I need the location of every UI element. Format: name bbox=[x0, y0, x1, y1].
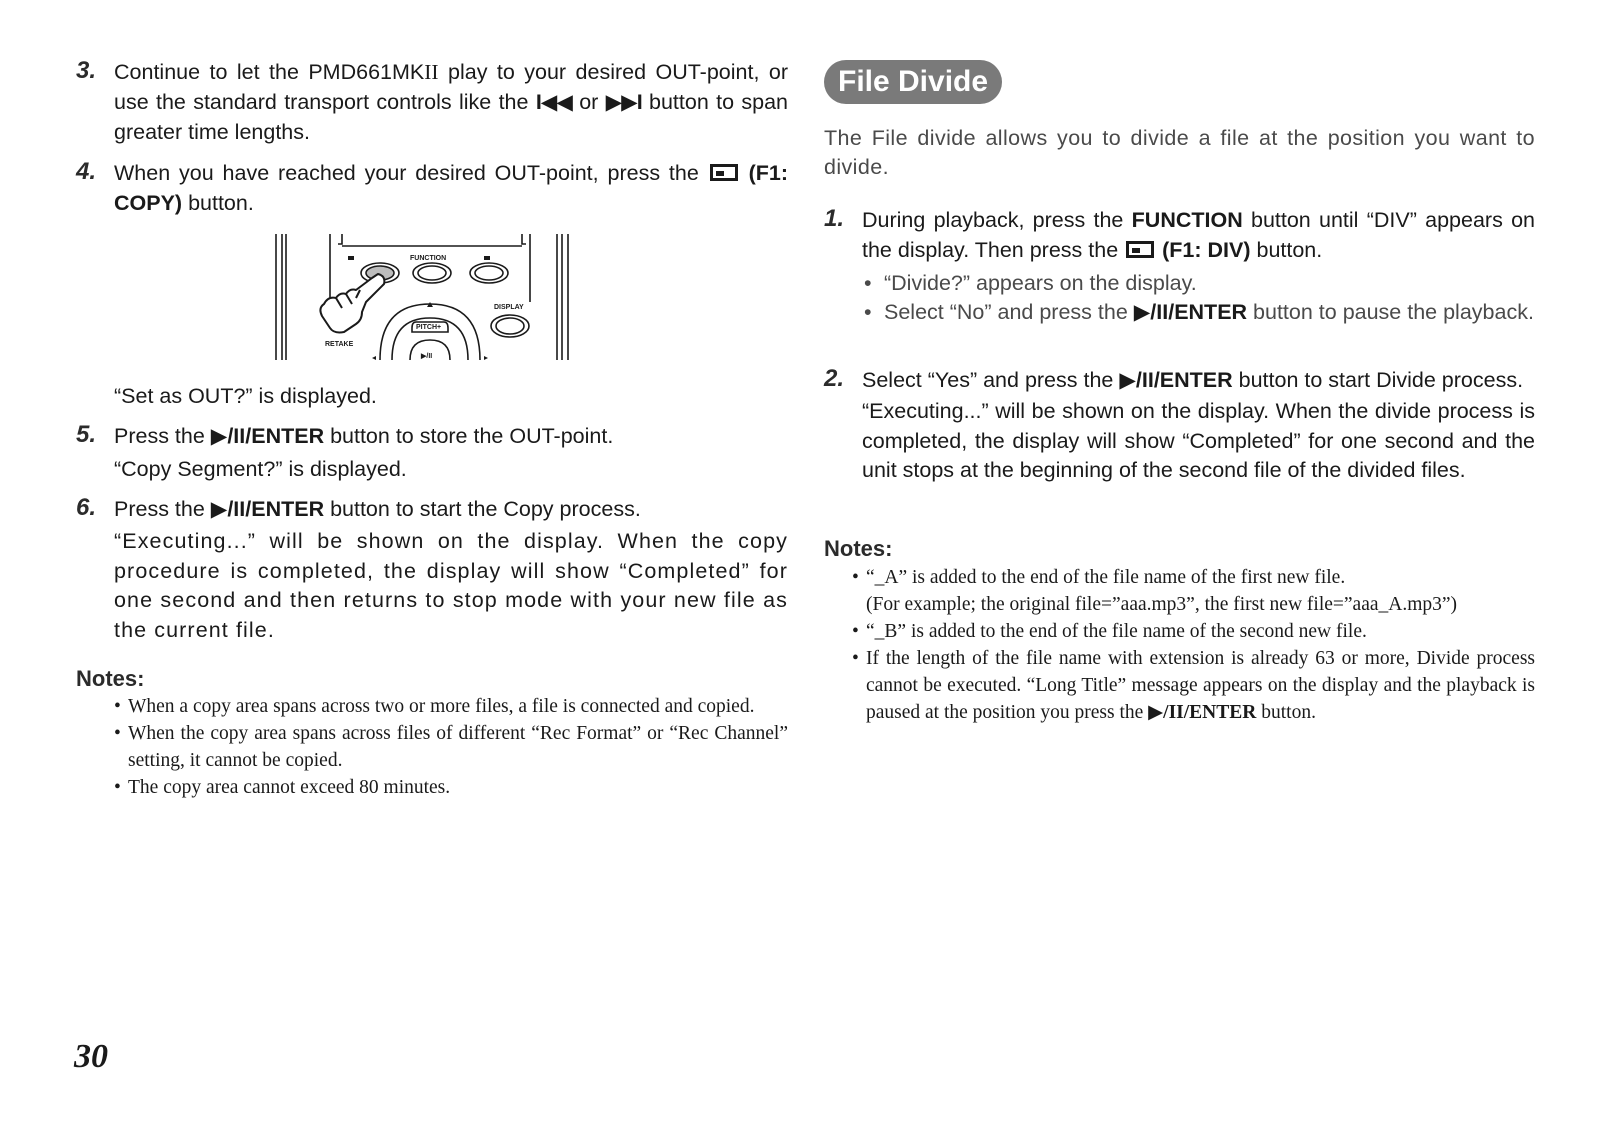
note-item: • When the copy area spans across files of different “Rec Format” or “Rec Channel” setting, it cannot be copied. bbox=[114, 720, 788, 774]
skip-back-icon: I◀◀ bbox=[535, 90, 572, 114]
step-number: 2. bbox=[824, 365, 845, 392]
step-3 bbox=[76, 57, 788, 147]
function-label: FUNCTION bbox=[410, 255, 447, 262]
display-label: DISPLAY bbox=[494, 304, 524, 311]
notes-list bbox=[114, 693, 788, 801]
step-6: 6. Press the ▶/II/ENTER button to start the Copy process. “Executing...” will be shown on the display. When the copy procedure is completed, the display will show “Completed” for one second and then returns to stop mode with your new file as the current file. bbox=[76, 494, 788, 642]
divide-step-1-text: During playback, press the FUNCTION button until “DIV” appears on the display. Then press the (F1: DIV) button. bbox=[862, 208, 1535, 262]
note-item: • If the length of the file name with extension is already 63 or more, Divide process cannot be executed. “Long Title” message appears on the display and the playback is paused at the position you press the ▶/II/ENTER button. bbox=[852, 645, 1535, 726]
device-button-illustration bbox=[272, 232, 652, 362]
f1-soft-key-icon bbox=[1126, 241, 1154, 258]
pitch-label: PITCH+ bbox=[416, 324, 442, 331]
step-4-text: When you have reached your desired OUT-point, press the (F1: COPY) button. bbox=[114, 161, 788, 215]
notes-list bbox=[852, 564, 1535, 726]
function-key: FUNCTION bbox=[1131, 208, 1243, 232]
bullet-item: • Select “No” and press the ▶/II/ENTER button to pause the playback. bbox=[862, 298, 1535, 327]
step-5-text: Press the ▶/II/ENTER button to store the OUT-point. bbox=[114, 424, 614, 448]
section-heading: File Divide bbox=[824, 60, 1002, 104]
note-item: • When a copy area spans across two or more files, a file is connected and copied. bbox=[114, 693, 788, 720]
divide-step-1-bullets bbox=[862, 269, 1535, 327]
step-4 bbox=[76, 158, 788, 218]
note-item: • “_A” is added to the end of the file name of the first new file. (For example; the original file=”aaa.mp3”, the first new file=”aaa_A.mp3”) bbox=[852, 564, 1535, 618]
note-item: • “_B” is added to the end of the file name of the second new file. bbox=[852, 618, 1535, 645]
play-pause-enter-key: ▶/II/ENTER bbox=[1148, 702, 1257, 723]
retake-label: RETAKE bbox=[325, 341, 354, 348]
bullet-item: • “Divide?” appears on the display. bbox=[862, 269, 1535, 298]
divide-step-1 bbox=[824, 205, 1535, 327]
set-as-out-text: “Set as OUT?” is displayed. bbox=[114, 384, 377, 408]
section-intro: The File divide allows you to divide a file at the position you want to divide. bbox=[824, 126, 1535, 179]
notes-title: Notes: bbox=[824, 536, 893, 561]
step-5: 5. Press the ▶/II/ENTER button to store the OUT-point. “Copy Segment?” is displayed. bbox=[76, 421, 788, 484]
divide-step-2-text: Select “Yes” and press the ▶/II/ENTER button to start Divide process. bbox=[862, 368, 1524, 392]
play-pause-label: ▶/II bbox=[421, 353, 433, 360]
step-number: 5. bbox=[76, 421, 97, 448]
step-3-text: Continue to let the PMD661MKII play to your desired OUT-point, or use the standard transport controls like the I◀◀ or ▶▶I button to span greater time lengths. bbox=[114, 60, 789, 144]
step-number: 4. bbox=[76, 158, 97, 185]
note-item: • The copy area cannot exceed 80 minutes. bbox=[114, 774, 788, 801]
play-pause-enter-key: ▶/II/ENTER bbox=[1133, 300, 1248, 324]
play-pause-enter-key: ▶/II/ENTER bbox=[210, 497, 325, 521]
step-number: 1. bbox=[824, 205, 845, 232]
notes-title: Notes: bbox=[76, 666, 145, 691]
skip-forward-icon: ▶▶I bbox=[605, 90, 642, 114]
play-pause-enter-key: ▶/II/ENTER bbox=[210, 424, 325, 448]
step-6-text: Press the ▶/II/ENTER button to start the Copy process. bbox=[114, 497, 641, 521]
step-number: 6. bbox=[76, 494, 97, 521]
divide-step-2: 2. Select “Yes” and press the ▶/II/ENTER button to start Divide process. “Executing...” will be shown on the display. When the divide process is completed, the display will show “Completed” for one second and the unit stops at the beginning of the second file of the divided files. bbox=[824, 365, 1535, 482]
step-number: 3. bbox=[76, 57, 97, 84]
page-number: 30 bbox=[74, 1038, 108, 1075]
play-pause-enter-key: ▶/II/ENTER bbox=[1119, 368, 1233, 392]
f1-soft-key-icon bbox=[710, 164, 738, 181]
